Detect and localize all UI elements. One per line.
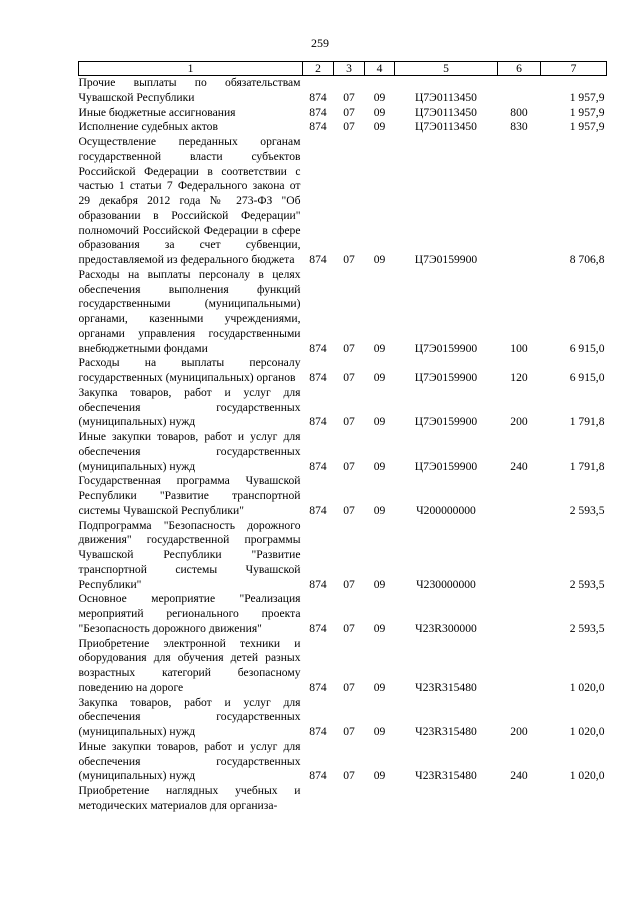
row-section-code	[334, 784, 365, 814]
row-grbs-code: 874	[309, 105, 327, 119]
row-name: Приобретение электронной техники и оборудования для обучения детей разных возрастных категорий безопасному поведению на дороге	[78, 636, 301, 694]
column-header: 1	[79, 62, 303, 76]
row-expense-type-code	[498, 76, 541, 106]
row-name: Закупка товаров, работ и услуг для обеспечения государственных (муниципальных) нужд	[78, 385, 301, 429]
row-expense-type-code: 240	[510, 459, 528, 473]
row-subsection-code	[365, 784, 395, 814]
row-target-article-code: Ч23R315480	[415, 769, 477, 783]
row-name: Иные бюджетные ассигнования	[78, 105, 236, 119]
row-subsection-code: 09	[373, 725, 386, 738]
row-amount: 2 593,5	[569, 577, 605, 591]
row-expense-type-code: 120	[510, 371, 528, 384]
row-grbs-code: 874	[309, 577, 327, 591]
row-target-article-code: Ч230000000	[416, 577, 476, 591]
page-number: 259	[311, 36, 329, 50]
row-subsection-code: 09	[373, 415, 386, 429]
row-expense-type-code: 200	[510, 415, 528, 429]
row-target-article-code: Ц7Э0113450	[415, 105, 477, 119]
row-section-code: 07	[343, 90, 355, 104]
row-name: Исполнение судебных актов	[78, 120, 218, 134]
row-subsection-code: 09	[373, 680, 386, 694]
row-section-code: 07	[343, 769, 355, 783]
column-header: 3	[334, 62, 365, 76]
row-target-article-code: Ц7Э0159900	[414, 415, 478, 429]
table-row	[79, 784, 607, 814]
row-grbs-code: 874	[309, 769, 327, 783]
row-target-article-code: Ц7Э0159900	[414, 459, 478, 473]
row-amount: 1 791,8	[569, 415, 605, 429]
row-expense-type-code	[498, 135, 541, 268]
row-subsection-code: 09	[373, 577, 386, 591]
row-expense-type-code: 800	[510, 105, 528, 119]
row-grbs-code: 874	[309, 621, 327, 635]
table-header-row	[79, 62, 607, 76]
row-grbs-code: 874	[309, 120, 327, 134]
row-section-code: 07	[343, 725, 355, 738]
row-subsection-code: 09	[373, 459, 386, 473]
row-section-code: 07	[343, 503, 355, 517]
table-row	[79, 356, 607, 386]
row-subsection-code: 09	[373, 90, 386, 104]
row-amount: 2 593,5	[569, 621, 605, 635]
row-section-code: 07	[343, 415, 355, 429]
row-amount: 6 915,0	[569, 341, 605, 355]
row-grbs-code: 874	[309, 371, 327, 384]
row-expense-type-code	[498, 784, 541, 814]
row-target-article-code	[395, 784, 498, 814]
table-row	[79, 740, 607, 784]
row-expense-type-code: 100	[510, 341, 528, 355]
table-row	[79, 637, 607, 696]
row-name: Расходы на выплаты персоналу государственных (муниципальных) органов	[78, 356, 301, 384]
column-header: 2	[303, 62, 334, 76]
table-row	[79, 76, 607, 106]
row-name: Прочие выплаты по обязательствам Чувашской Республики	[78, 76, 301, 104]
row-name: Закупка товаров, работ и услуг для обеспечения государственных (муниципальных) нужд	[78, 695, 301, 738]
row-name: Подпрограмма "Безопасность дорожного движения" государственной программы Чувашской Республики "Развитие транспортной системы Чувашской Республики"	[78, 518, 301, 591]
row-name: Государственная программа Чувашской Республики "Развитие транспортной системы Чувашской Республики"	[78, 474, 301, 517]
row-section-code: 07	[343, 459, 355, 473]
row-amount: 8 706,8	[569, 253, 605, 266]
row-amount: 1 957,9	[569, 90, 605, 104]
row-amount: 1 957,9	[569, 105, 605, 119]
row-expense-type-code: 830	[510, 120, 528, 134]
row-subsection-code: 09	[373, 105, 386, 119]
table-row	[79, 696, 607, 740]
table-row	[79, 268, 607, 357]
row-expense-type-code: 240	[510, 769, 528, 783]
row-name: Основное мероприятие "Реализация мероприятий регионального проекта "Безопасность дорожного движения"	[78, 592, 301, 635]
row-expense-type-code	[498, 474, 541, 518]
budget-table	[78, 61, 607, 814]
row-amount: 2 593,5	[569, 503, 605, 517]
row-target-article-code: Ч200000000	[416, 503, 476, 517]
table-row	[79, 519, 607, 593]
table-row	[79, 135, 607, 268]
column-header: 6	[498, 62, 541, 76]
row-amount: 1 957,9	[569, 120, 605, 134]
row-target-article-code: Ц7Э0159900	[414, 341, 478, 355]
table-row	[79, 592, 607, 636]
row-section-code: 07	[343, 680, 355, 694]
row-grbs-code: 874	[309, 415, 327, 429]
row-target-article-code: Ц7Э0159900	[414, 371, 478, 384]
table-row	[79, 120, 607, 135]
row-grbs-code: 874	[309, 680, 327, 694]
row-grbs-code: 874	[309, 459, 327, 473]
row-amount: 1 020,0	[569, 769, 605, 783]
row-amount: 6 915,0	[569, 371, 605, 384]
row-target-article-code: Ц7Э0113450	[415, 90, 477, 104]
table-body	[79, 76, 607, 814]
row-subsection-code: 09	[373, 341, 386, 355]
row-subsection-code: 09	[373, 621, 386, 635]
row-amount: 1 791,8	[569, 459, 605, 473]
row-section-code: 07	[343, 577, 355, 591]
row-target-article-code: Ч23R300000	[415, 621, 477, 635]
row-grbs-code	[303, 784, 334, 814]
row-grbs-code: 874	[309, 503, 327, 517]
row-name: Осуществление переданных органам государственной власти субъектов Российской Федерации в соответствии с частью 1 статьи 7 Федерального закона от 29 декабря 2012 года № 273-ФЗ "Об образовании в Российской Федерации" полномочий Российской Федерации в сфере образования за счет субвенции, предоставляемой из федерального бюджета	[78, 135, 301, 266]
row-name: Приобретение наглядных учебных и методических материалов для организа-	[78, 784, 301, 812]
row-grbs-code: 874	[309, 341, 327, 355]
table-row	[79, 386, 607, 430]
table-row	[79, 474, 607, 518]
row-section-code: 07	[343, 105, 355, 119]
row-subsection-code: 09	[373, 503, 386, 517]
column-header: 4	[365, 62, 395, 76]
column-header: 5	[395, 62, 498, 76]
row-grbs-code: 874	[309, 253, 327, 266]
row-grbs-code: 874	[309, 90, 327, 104]
row-expense-type-code	[498, 519, 541, 593]
row-section-code: 07	[343, 621, 355, 635]
column-header: 7	[541, 62, 607, 76]
row-subsection-code: 09	[373, 371, 386, 384]
row-grbs-code: 874	[309, 725, 327, 738]
row-target-article-code: Ч23R315480	[415, 725, 477, 738]
table-row	[79, 430, 607, 474]
table-row	[79, 106, 607, 121]
row-target-article-code: Ч23R315480	[415, 680, 477, 694]
row-amount: 1 020,0	[569, 725, 605, 738]
row-target-article-code: Ц7Э0159900	[414, 253, 478, 266]
row-section-code: 07	[343, 341, 355, 355]
row-name: Иные закупки товаров, работ и услуг для обеспечения государственных (муниципальных) нужд	[78, 430, 301, 473]
row-subsection-code: 09	[373, 120, 386, 134]
row-expense-type-code	[498, 637, 541, 696]
row-amount	[541, 784, 607, 814]
row-section-code: 07	[343, 371, 355, 384]
row-target-article-code: Ц7Э0113450	[415, 120, 477, 134]
row-expense-type-code: 200	[510, 725, 528, 738]
row-subsection-code: 09	[373, 253, 386, 266]
row-section-code: 07	[343, 253, 355, 266]
row-name: Расходы на выплаты персоналу в целях обеспечения выполнения функций государственными (муниципальными) органами, казенными учреждениями, органами управления государственными внебюджетными фондами	[78, 267, 301, 355]
row-subsection-code: 09	[373, 769, 386, 783]
row-section-code: 07	[343, 120, 355, 134]
row-expense-type-code	[498, 592, 541, 636]
row-name: Иные закупки товаров, работ и услуг для обеспечения государственных (муниципальных) нужд	[78, 739, 301, 783]
row-amount: 1 020,0	[569, 680, 605, 694]
